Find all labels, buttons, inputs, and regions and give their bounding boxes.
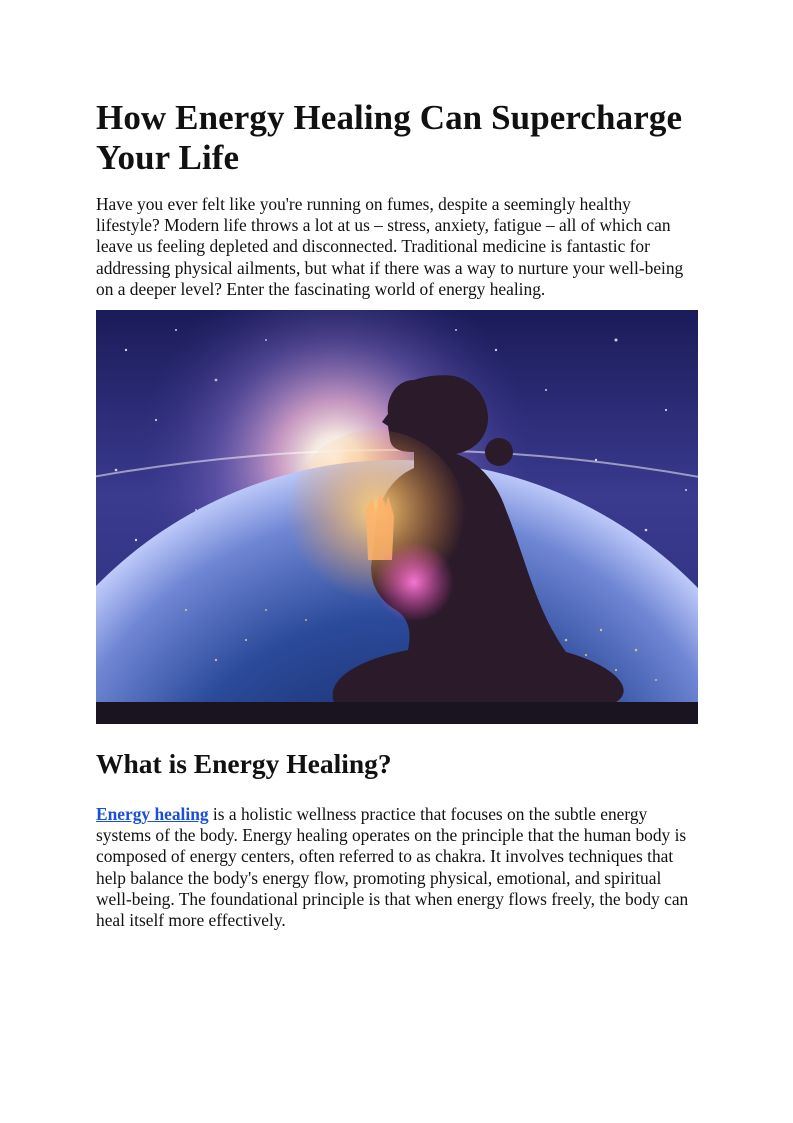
section-heading: What is Energy Healing?: [96, 748, 392, 779]
article-title: How Energy Healing Can Supercharge Your Life: [96, 98, 683, 177]
section-body-text: is a holistic wellness practice that focuses on the subtle energy systems of the body. Energy healing operates on the principle that the human body is composed of energy centers, often referred to as chakra. It involves techniques that help balance the body's energy flow, promoting physical, emotional, and spiritual well-being. The foundational principle is that when energy flows freely, the body can heal itself more effectively.: [96, 804, 689, 931]
hero-image: [96, 310, 698, 724]
article: [96, 98, 698, 931]
intro-paragraph: Have you ever felt like you're running on fumes, despite a seemingly healthy lifestyle? Modern life throws a lot at us – stress, anxiety, fatigue – all of which can leave us feeling depleted and disconnected. Traditional medicine is fantastic for addressing physical ailments, but what if there was a way to nurture your well-being on a deeper level? Enter the fascinating world of energy healing.: [96, 194, 684, 299]
section-paragraph: [96, 804, 698, 931]
energy-healing-link[interactable]: Energy healing: [96, 804, 209, 824]
